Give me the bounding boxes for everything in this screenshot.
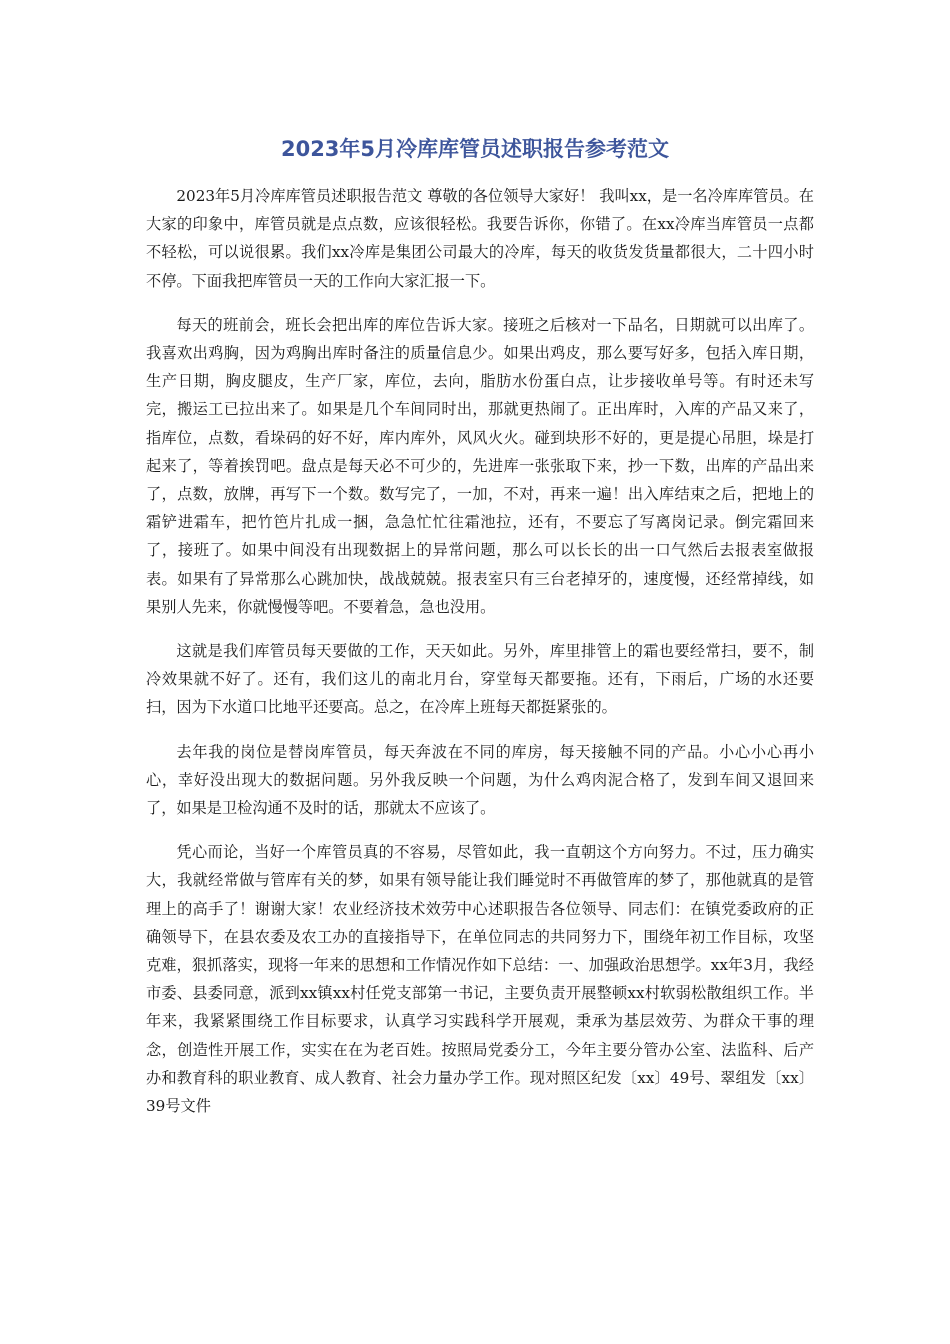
paragraph-5: 凭心而论，当好一个库管员真的不容易，尽管如此，我一直朝这个方向努力。不过，压力确实大，我就经常做与管库有关的梦，如果有领导能让我们睡觉时不再做管库的梦了，那他就真的是管理上的高手了！谢谢大家！农业经济技术效劳中心述职报告各位领导、同志们：在镇党委政府的正确领导下，在县农委及农工办的直接指导下，在单位同志的共同努力下，围绕年初工作目标，攻坚克难，狠抓落实，现将一年来的思想和工作情况作如下总结：一、加强政治思想学。xx年3月，我经市委、县委同意，派到xx镇xx村任党支部第一书记，主要负责开展整顿xx村软弱松散组织工作。半年来，我紧紧围绕工作目标要求，认真学习实践科学开展观，秉承为基层效劳、为群众干事的理念，创造性开展工作，实实在在为老百姓。按照局党委分工，今年主要分管办公室、法监科、后产办和教育科的职业教育、成人教育、社会力量办学工作。现对照区纪发〔xx〕49号、翠组发〔xx〕39号文件 bbox=[146, 843, 814, 1116]
paragraph-2: 每天的班前会，班长会把出库的库位告诉大家。接班之后核对一下品名，日期就可以出库了。我喜欢出鸡胸，因为鸡胸出库时备注的质量信息少。如果出鸡皮，那么要写好多，包括入库日期，生产日期，胸皮腿皮，生产厂家，库位，去向，脂肪水份蛋白点，让步接收单号等。有时还未写完，搬运工已拉出来了。如果是几个车间同时出，那就更热闹了。正出库时，入库的产品又来了，指库位，点数，看垛码的好不好，库内库外，风风火火。碰到块形不好的，更是提心吊胆，垛是打起来了，等着挨罚吧。盘点是每天必不可少的，先进库一张张取下来，抄一下数，出库的产品出来了，点数，放牌，再写下一个数。数写完了，一加，不对，再来一遍！出入库结束之后，把地上的霜铲进霜车，把竹笆片扎成一捆，急急忙忙往霜池拉，还有，不要忘了写离岗记录。倒完霜回来了，接班了。如果中间没有出现数据上的异常问题，那么可以长长的出一口气然后去报表室做报表。如果有了异常那么心跳加快，战战兢兢。报表室只有三台老掉牙的，速度慢，还经常掉线，如果别人先来，你就慢慢等吧。不要着急，急也没用。 bbox=[146, 315, 814, 616]
paragraph-3: 这就是我们库管员每天要做的工作，天天如此。另外，库里排管上的霜也要经常扫，要不，制冷效果就不好了。还有，我们这儿的南北月台，穿堂每天都要拖。还有，下雨后，广场的水还要扫，因为下水道口比地平还要高。总之，在冷库上班每天都挺紧张的。 bbox=[146, 642, 814, 717]
paragraph-4: 去年我的岗位是替岗库管员，每天奔波在不同的库房，每天接触不同的产品。小心小心再小心，幸好没出现大的数据问题。另外我反映一个问题，为什么鸡肉泥合格了，发到车间又退回来了，如果是卫检沟通不及时的话，那就太不应该了。 bbox=[146, 742, 814, 818]
document-title: 2023年5月冷库库管员述职报告参考范文 bbox=[280, 137, 670, 161]
document-body bbox=[146, 182, 814, 1120]
paragraph-1: 2023年5月冷库库管员述职报告范文 尊敬的各位领导大家好！ 我叫xx，是一名冷库库管员。在大家的印象中，库管员就是点点数，应该很轻松。我要告诉你，你错了。在xx冷库当库管员一点都不轻松，可以说很累。我们xx冷库是集团公司最大的冷库，每天的收货发货量都很大，二十四小时不停。下面我把库管员一天的工作向大家汇报一下。 bbox=[146, 187, 814, 290]
